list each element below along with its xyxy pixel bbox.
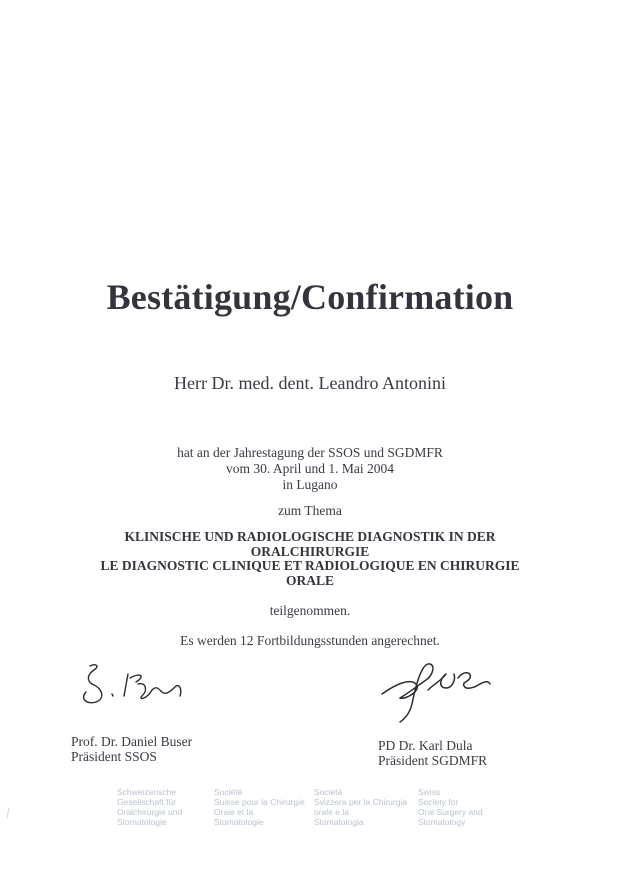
footer-en-line: Stomatology: [418, 817, 466, 827]
footer-de-line: Gesellschaft für: [117, 797, 177, 807]
footer-it-line: orale e la: [314, 807, 349, 817]
footer-fr-line: Orale et la: [214, 807, 254, 817]
participated-text: teilgenommen.: [269, 603, 351, 618]
footer-society-de: [117, 787, 182, 827]
footer-it-line: Stomatologia: [314, 817, 364, 827]
topic-fr-line-2: ORALE: [285, 572, 334, 588]
event-dates: vom 30. April und 1. Mai 2004: [226, 461, 394, 476]
signatory-left-name: Prof. Dr. Daniel Buser: [71, 734, 193, 749]
footer-society-en: [418, 787, 483, 827]
topic-fr-line-1: LE DIAGNOSTIC CLINIQUE ET RADIOLOGIQUE EN CHIRURGIE: [100, 558, 520, 573]
footer-it-line: Società: [314, 787, 343, 797]
signatory-right-role: Präsident SGDMFR: [378, 753, 488, 768]
recipient-name: Herr Dr. med. dent. Leandro Antonini: [174, 373, 446, 393]
signatory-right: [378, 738, 487, 768]
footer-en-line: Oral Surgery and: [418, 807, 483, 817]
topic-title: [0, 530, 620, 588]
footer-en-line: Society for: [418, 797, 459, 807]
topic-de-line-1: KLINISCHE UND RADIOLOGISCHE DIAGNOSTIK IN DER: [124, 529, 496, 544]
event-line-1: hat an der Jahrestagung der SSOS und SGDMFR: [177, 445, 443, 460]
footer-de-line: Schweizerische: [117, 787, 177, 797]
signatory-right-name: PD Dr. Karl Dula: [378, 738, 473, 753]
signatory-left-role: Präsident SSOS: [71, 749, 157, 764]
footer-de-line: Oralchirurgie und: [117, 807, 183, 817]
footer-de-line: Stomatologie: [117, 817, 167, 827]
document-title: Bestätigung/Confirmation: [106, 277, 514, 317]
scan-mark: [6, 808, 10, 818]
topic-label: zum Thema: [278, 503, 342, 518]
signature-buser: [76, 660, 188, 708]
footer-society-it: [314, 787, 407, 827]
footer-en-line: Swiss: [418, 787, 441, 797]
footer-fr-line: Société: [214, 787, 243, 797]
signature-dula: [376, 654, 496, 724]
event-location: in Lugano: [282, 477, 338, 492]
footer-fr-line: Stomatologie: [214, 817, 264, 827]
credit-hours-text: Es werden 12 Fortbildungsstunden angerechnet.: [180, 633, 440, 648]
topic-de-line-2: ORALCHIRURGIE: [250, 543, 370, 559]
footer-fr-line: Suisse pour la Chirurgie: [214, 797, 305, 807]
signatory-left: [71, 734, 192, 764]
footer-society-fr: [214, 787, 305, 827]
footer-it-line: Svizzera per la Chirurgia: [314, 797, 408, 807]
